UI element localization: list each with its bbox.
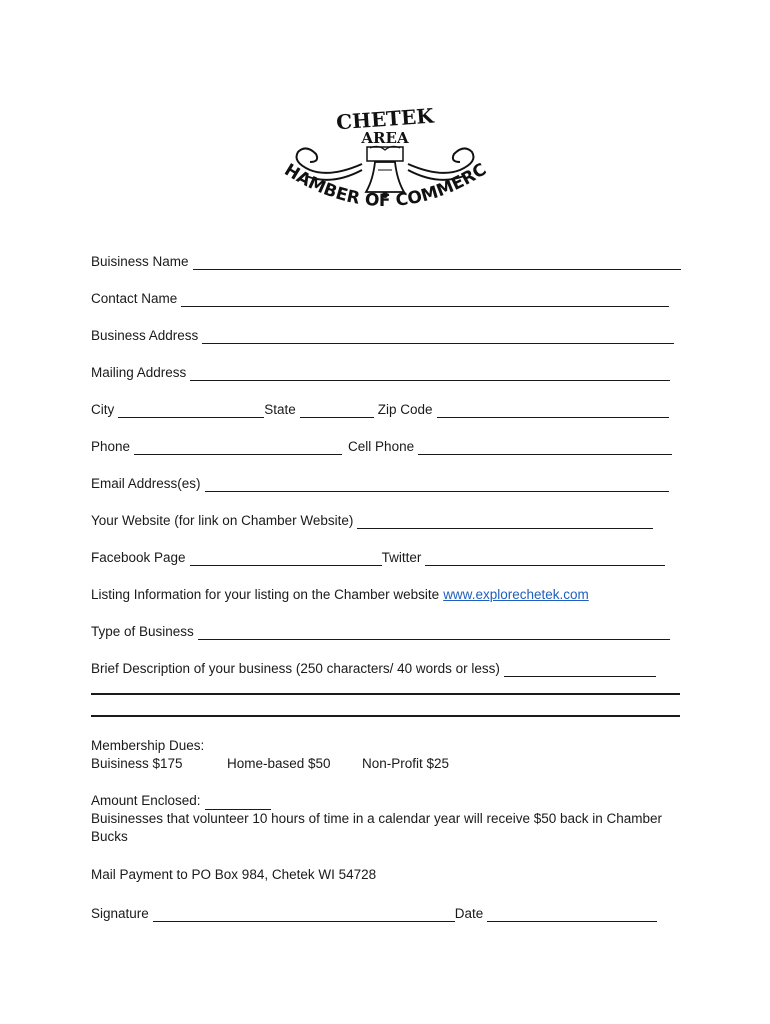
amount-enclosed-row	[91, 792, 271, 810]
website-field[interactable]	[357, 514, 653, 529]
business-name-field[interactable]	[193, 255, 681, 270]
signature-field[interactable]	[153, 907, 455, 922]
description-line-2[interactable]	[91, 715, 680, 717]
cell-phone-field[interactable]	[418, 440, 672, 455]
email-label: Email Address(es)	[91, 476, 201, 491]
brief-description-row	[91, 657, 656, 677]
twitter-label: Twitter	[381, 550, 422, 565]
phone-row	[91, 435, 672, 455]
email-row	[91, 472, 669, 492]
logo-graphic	[270, 100, 500, 235]
facebook-field[interactable]	[190, 551, 382, 566]
business-address-label: Business Address	[91, 328, 199, 343]
business-name-label: Buisiness Name	[91, 254, 189, 269]
volunteer-note-line1: Buisinesses that volunteer 10 hours of time in a calendar year will receive $50 back in Chamber	[91, 811, 663, 826]
dues-business: Buisiness $175	[91, 756, 183, 771]
contact-name-field[interactable]	[181, 292, 669, 307]
amount-enclosed-label: Amount Enclosed:	[91, 793, 201, 808]
phone-label: Phone	[91, 439, 131, 454]
dues-non-profit: Non-Profit $25	[362, 756, 450, 771]
website-link[interactable]: www.explorechetek.com	[443, 587, 589, 602]
date-field[interactable]	[487, 907, 657, 922]
listing-info-row	[91, 583, 589, 603]
cell-phone-label: Cell Phone	[348, 439, 415, 454]
contact-name-row	[91, 287, 669, 307]
facebook-label: Facebook Page	[91, 550, 186, 565]
state-label: State	[264, 402, 296, 417]
signature-label: Signature	[91, 906, 149, 921]
membership-dues-row	[91, 755, 449, 773]
type-of-business-label: Type of Business	[91, 624, 194, 639]
social-row	[91, 546, 665, 566]
contact-name-label: Contact Name	[91, 291, 178, 306]
chamber-logo	[270, 100, 500, 235]
city-field[interactable]	[118, 403, 264, 418]
city-label: City	[91, 402, 115, 417]
description-line-1[interactable]	[91, 693, 680, 695]
zip-label: Zip Code	[377, 402, 433, 417]
signature-row	[91, 902, 657, 922]
website-row	[91, 509, 653, 529]
business-address-field[interactable]	[202, 329, 674, 344]
type-of-business-row	[91, 620, 670, 640]
type-of-business-field[interactable]	[198, 625, 670, 640]
logo-line3: HAMBER OF COMMERC	[280, 159, 491, 212]
logo-line1: CHETEK	[335, 103, 435, 135]
brief-description-field[interactable]	[504, 662, 656, 677]
email-field[interactable]	[205, 477, 669, 492]
twitter-field[interactable]	[425, 551, 665, 566]
website-label: Your Website (for link on Chamber Website)	[91, 513, 354, 528]
membership-heading: Membership Dues:	[91, 738, 205, 753]
date-label: Date	[454, 906, 484, 921]
city-state-zip-row	[91, 398, 669, 418]
mailing-address-row	[91, 361, 670, 381]
volunteer-note-line2: Bucks	[91, 829, 128, 844]
dues-home-based: Home-based $50	[227, 756, 331, 771]
state-field[interactable]	[300, 403, 374, 418]
business-name-row	[91, 250, 681, 270]
mailing-address-field[interactable]	[190, 366, 670, 381]
amount-enclosed-field[interactable]	[205, 796, 271, 810]
phone-field[interactable]	[134, 440, 342, 455]
brief-description-label: Brief Description of your business (250 characters/ 40 words or less)	[91, 661, 500, 676]
logo-line2: AREA	[361, 129, 409, 147]
liberty-bell-icon	[366, 146, 404, 198]
mail-payment-text: Mail Payment to PO Box 984, Chetek WI 54728	[91, 867, 377, 882]
listing-info-label: Listing Information for your listing on the Chamber website	[91, 587, 440, 602]
zip-field[interactable]	[437, 403, 669, 418]
business-address-row	[91, 324, 674, 344]
mailing-address-label: Mailing Address	[91, 365, 187, 380]
